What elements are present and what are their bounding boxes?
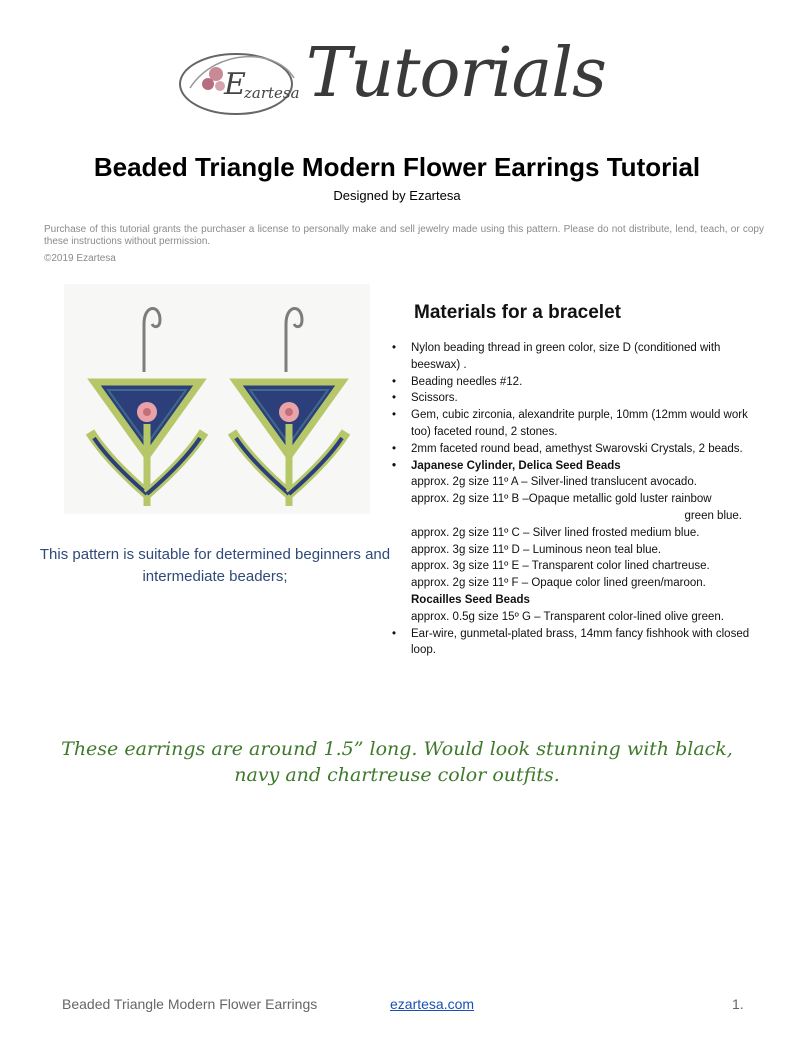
materials-heading: Materials for a bracelet [414, 302, 621, 323]
earrings-photo [64, 284, 370, 514]
svg-text:E: E [224, 67, 246, 102]
page-title: Beaded Triangle Modern Flower Earrings Tutorial [93, 152, 701, 182]
logo-brand-text: zartesa [244, 84, 300, 102]
materials-list-item: • Gem, cubic zirconia, alexandrite purple, 10mm (12mm would work too) faceted round, 2 stones. [392, 407, 754, 441]
materials-list-item: approx. 2g size 11º A – Silver-lined translucent avocado. [411, 476, 697, 489]
materials-list-item: approx. 2g size 11º F – Opaque color lined green/maroon. [411, 577, 706, 590]
materials-list-item: • Scissors. [392, 390, 754, 407]
materials-list-item: approx. 0.5g size 15º G – Transparent color-lined olive green. [411, 610, 724, 623]
materials-list-item: • Japanese Cylinder, Delica Seed Beads [392, 458, 754, 475]
size-note: These earrings are around 1.5” long. Would look stunning with black, navy and chartreuse color outfits. [61, 738, 733, 786]
logo-title-text: Tutorials [306, 34, 606, 113]
page-number: 1. [732, 996, 744, 1012]
materials-list-item: • Ear-wire, gunmetal-plated brass, 14mm fancy fishhook with closed loop. [392, 626, 754, 660]
materials-list-item: green blue. [684, 509, 742, 522]
materials-list-item: approx. 2g size 11º B –Opaque metallic gold luster rainbow [411, 493, 712, 506]
materials-list-item: approx. 3g size 11º D – Luminous neon teal blue. [411, 543, 662, 556]
page-subtitle: Designed by Ezartesa [333, 188, 461, 203]
right-earring [232, 308, 346, 506]
skill-level-note: This pattern is suitable for determined beginners and intermediate beaders; [39, 546, 391, 585]
left-earring [90, 308, 204, 506]
footer-title: Beaded Triangle Modern Flower Earrings [62, 996, 318, 1012]
materials-list [392, 340, 754, 659]
footer-website-link[interactable]: ezartesa.com [390, 996, 475, 1012]
copyright-notice: ©2019 Ezartesa [44, 253, 116, 264]
materials-list-item: • Beading needles #12. [392, 374, 754, 391]
materials-list-item: approx. 3g size 11º E – Transparent color lined chartreuse. [411, 560, 710, 573]
materials-list-item: • 2mm faceted round bead, amethyst Swarovski Crystals, 2 beads. [392, 441, 754, 458]
materials-list-item: approx. 2g size 11º C – Silver lined frosted medium blue. [411, 526, 700, 539]
materials-list-item: Rocailles Seed Beads [411, 593, 530, 606]
license-notice: Purchase of this tutorial grants the purchaser a license to personally make and sell jewelry made using this pattern. Please do not distribute, lend, teach, or copy these instructions without permission. [44, 224, 764, 247]
materials-list-item: • Nylon beading thread in green color, size D (conditioned with beeswax) . [392, 340, 754, 374]
tutorials-logo [176, 28, 606, 123]
